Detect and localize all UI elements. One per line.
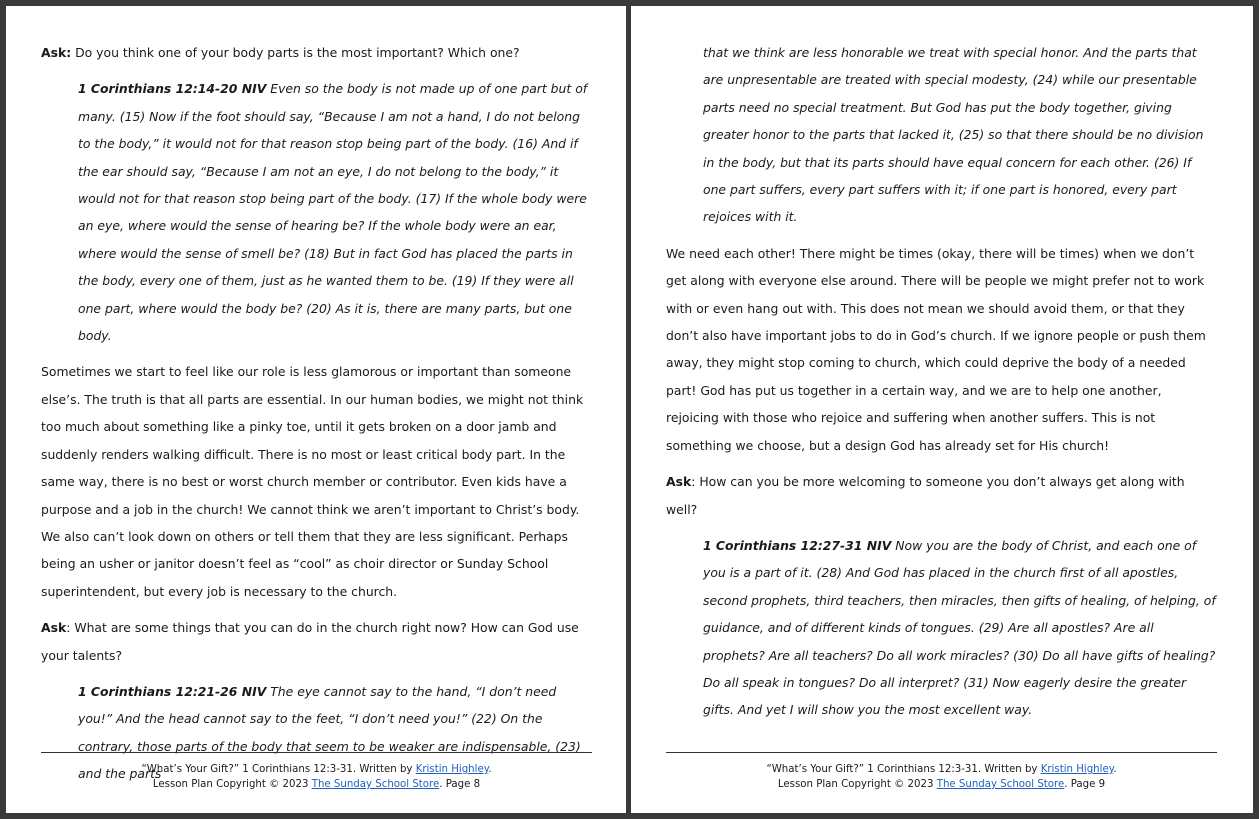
page-9-content [666, 39, 1218, 733]
ask-label: Ask [666, 474, 692, 490]
store-link[interactable]: The Sunday School Store [936, 779, 1065, 790]
scripture-text: The eye cannot say to the hand, “I don’t need you!” And the head cannot say to the feet, “I don’t need you!” (22) On the contrary, those parts of the body that seem to be weaker are indispensable, (23) and the parts [78, 683, 581, 782]
scripture-quote-3 [703, 532, 1218, 724]
footer-credit-text: “What’s Your Gift?” 1 Corinthians 12:3-31. Written by [766, 764, 1041, 775]
scripture-text: Even so the body is not made up of one part but of many. (15) Now if the foot should say, “Because I am not a hand, I do not belong to the body,” it would not for that reason stop being part of the body. (16) And if the ear should say, “Because I am not an eye, I do not belong to the body,” it would not for that reason stop being part of the body. (17) If the whole body were an eye, where would the sense of hearing be? If the whole body were an ear, where would the sense of smell be? (18) But in fact God has placed the parts in the body, every one of them, just as he wanted them to be. (19) If they were all one part, where would the body be? (20) As it is, there are many parts, but one body. [78, 81, 588, 344]
ask-question-1 [41, 39, 593, 66]
footer-line-2 [41, 777, 592, 792]
ask-question-3 [666, 468, 1218, 523]
footer-punct: . [488, 764, 492, 775]
page-9 [631, 6, 1253, 813]
ask-label: Ask [41, 620, 67, 636]
page-8-content [41, 39, 593, 797]
footer-credit-text: “What’s Your Gift?” 1 Corinthians 12:3-31. Written by [141, 764, 416, 775]
page-footer [666, 752, 1217, 792]
store-link[interactable]: The Sunday School Store [311, 779, 440, 790]
footer-line-1 [666, 762, 1217, 777]
scripture-quote-2-continued: that we think are less honorable we treat with special honor. And the parts that are unpresentable are treated with special modesty, (24) while our presentable parts need no special treatment. But God has put the body together, giving greater honor to the parts that lacked it, (25) so that there should be no division in the body, but that its parts should have equal concern for each other. (26) If one part suffers, every part suffers with it; if one part is honored, every part rejoices with it. [703, 45, 1204, 225]
scripture-text: Now you are the body of Christ, and each one of you is a part of it. (28) And God has placed in the church first of all apostles, second prophets, third teachers, then miracles, then gifts of healing, of helping, of guidance, and of different kinds of tongues. (29) Are all apostles? Are all prophets? Are all teachers? Do all work miracles? (30) Do all have gifts of healing? Do all speak in tongues? Do all interpret? (31) Now eagerly desire the greater gifts. And yet I will show you the most excellent way. [703, 537, 1216, 718]
scripture-reference: 1 Corinthians 12:14-20 NIV [78, 81, 267, 97]
scripture-reference: 1 Corinthians 12:21-26 NIV [78, 683, 267, 699]
author-link[interactable]: Kristin Highley [415, 764, 489, 775]
scripture-reference: 1 Corinthians 12:27-31 NIV [703, 537, 892, 553]
author-link[interactable]: Kristin Highley [1040, 764, 1114, 775]
ask-text: : What are some things that you can do in the church right now? How can God use your talents? [41, 620, 579, 663]
page-8 [6, 6, 626, 813]
footer-copyright-text: Lesson Plan Copyright © 2023 [152, 779, 312, 790]
footer-line-1 [41, 762, 592, 777]
page-number: . Page 9 [1064, 779, 1106, 790]
body-paragraph-1: Sometimes we start to feel like our role is less glamorous or important than someone else’s. The truth is that all parts are essential. In our human bodies, we might not think too much about something like a pinky toe, until it gets broken on a door jamb and suddenly renders walking difficult. There is no most or least critical body part. In the same way, there is no best or worst church member or contributor. Even kids have a purpose and a job in the church! We cannot think we aren’t important to Christ’s body. We also can’t look down on others or tell them that they are less significant. Perhaps being an usher or janitor doesn’t feel as “cool” as choir director or Sunday School superintendent, but every job is necessary to the church. [41, 364, 584, 599]
page-number: . Page 8 [439, 779, 481, 790]
ask-text: : How can you be more welcoming to someone you don’t always get along with well? [666, 474, 1185, 517]
ask-label: Ask: [41, 45, 72, 60]
footer-copyright-text: Lesson Plan Copyright © 2023 [777, 779, 937, 790]
body-paragraph-2: We need each other! There might be times (okay, there will be times) when we don’t get along with everyone else around. There will be people we might prefer not to work with or even hang out with. This does not mean we should avoid them, or that they don’t also have important jobs to do in God’s church. If we ignore people or push them away, they might stop coming to church, which could deprive the body of a needed part! God has put us together in a certain way, and we are to help one another, rejoicing with those who rejoice and suffering when another suffers. This is not something we choose, but a design God has already set for His church! [666, 245, 1206, 453]
ask-text: Do you think one of your body parts is the most important? Which one? [71, 45, 520, 60]
scripture-quote-1 [78, 75, 593, 349]
footer-line-2 [666, 777, 1217, 792]
footer-punct: . [1113, 764, 1117, 775]
page-footer [41, 752, 592, 792]
ask-question-2 [41, 614, 593, 669]
